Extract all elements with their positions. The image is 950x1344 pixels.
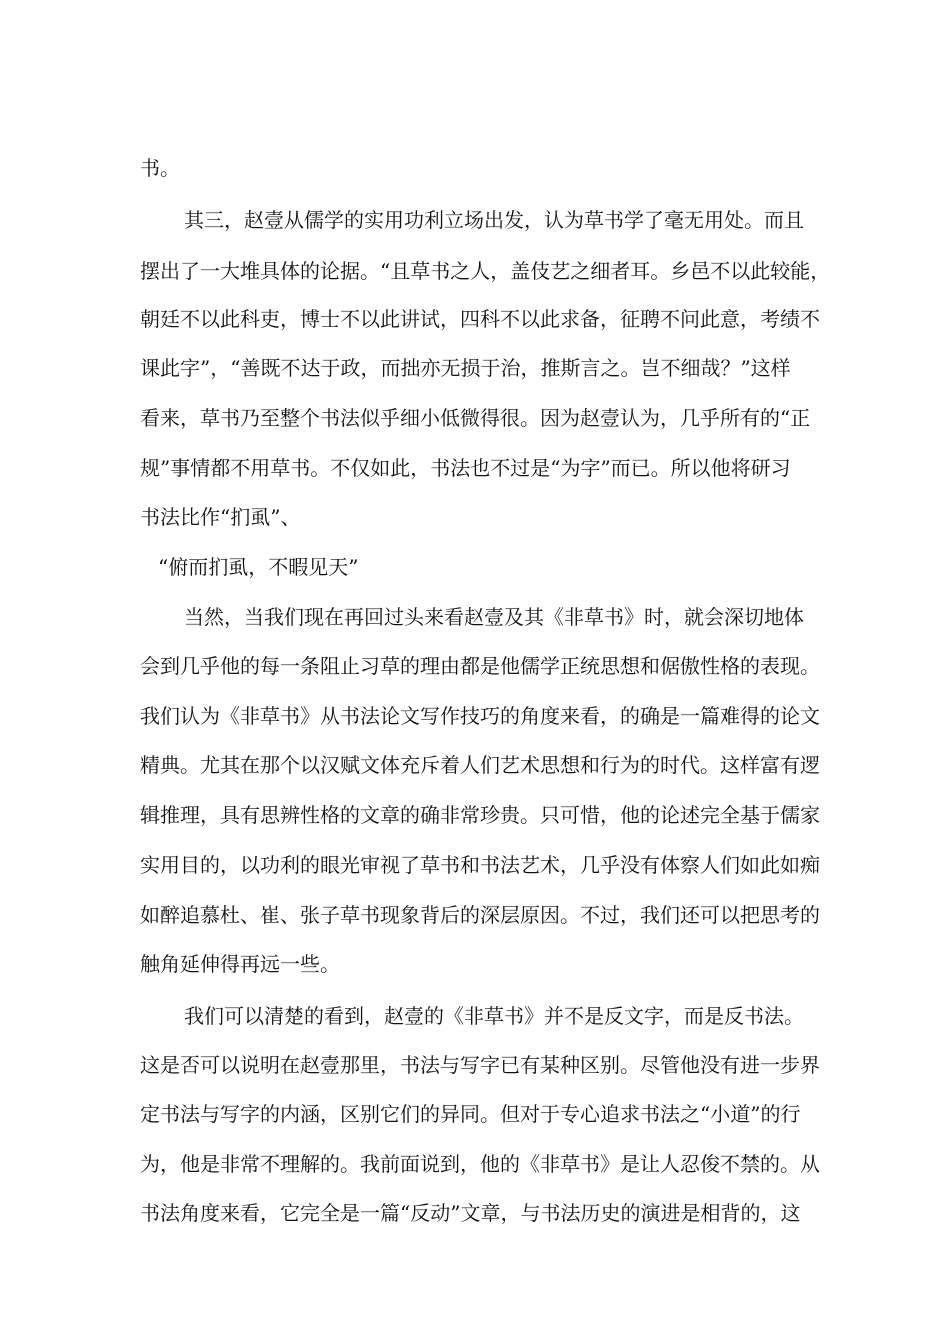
text-line: 当然，当我们现在再回过头来看赵壹及其《非草书》时，就会深切地体 [184,605,804,629]
text-line: 看来，草书乃至整个书法似乎细小低微得很。因为赵壹认为，几乎所有的“正 [140,406,811,430]
text-line: 定书法与写字的内涵，区别它们的异同。但对于专心追求书法之“小道”的行 [140,1102,801,1126]
text-line: 我们认为《非草书》从书法论文写作技巧的角度来看，的确是一篇难得的论文 [140,704,820,728]
quote-line: “俯而扪虱，不暇见天” [158,555,359,579]
text-line: 书。 [140,156,180,180]
text-line: 书法角度来看，它完全是一篇“反动”文章，与书法历史的演进是相背的，这 [140,1201,801,1225]
text-line: 辑推理，具有思辨性格的文章的确非常珍贵。只可惜，他的论述完全基于儒家 [140,803,820,827]
text-line: 课此字”，“善既不达于政，而拙亦无损于治，推斯言之。岂不细哉？”这样 [140,356,791,380]
text-line: 其三，赵壹从儒学的实用功利立场出发，认为草书学了毫无用处。而且 [184,208,804,232]
text-line: 规”事情都不用草书。不仅如此，书法也不过是“为字”而已。所以他将研习 [140,456,791,480]
text-line: 为，他是非常不理解的。我前面说到，他的《非草书》是让人忍俊不禁的。从 [140,1152,820,1176]
text-line: 朝廷不以此科吏，博士不以此讲试，四科不以此求备，征聘不问此意，考绩不 [140,307,820,331]
text-line: 会到几乎他的每一条阻止习草的理由都是他儒学正统思想和倨傲性格的表现。 [140,654,820,678]
text-line: 精典。尤其在那个以汉赋文体充斥着人们艺术思想和行为的时代。这样富有逻 [140,753,820,777]
text-line: 书法比作“扪虱”、 [140,505,301,529]
text-line: 这是否可以说明在赵壹那里，书法与写字已有某种区别。尽管他没有进一步界 [140,1053,820,1077]
text-line: 触角延伸得再远一些。 [140,952,340,976]
text-line: 我们可以清楚的看到，赵壹的《非草书》并不是反文字，而是反书法。 [184,1004,804,1028]
text-line: 如醉追慕杜、崔、张子草书现象背后的深层原因。不过，我们还可以把思考的 [140,903,820,927]
text-line: 实用目的，以功利的眼光审视了草书和书法艺术，几乎没有体察人们如此如痴 [140,853,820,877]
text-line: 摆出了一大堆具体的论据。“且草书之人，盖伎艺之细者耳。乡邑不以此较能， [140,259,831,283]
